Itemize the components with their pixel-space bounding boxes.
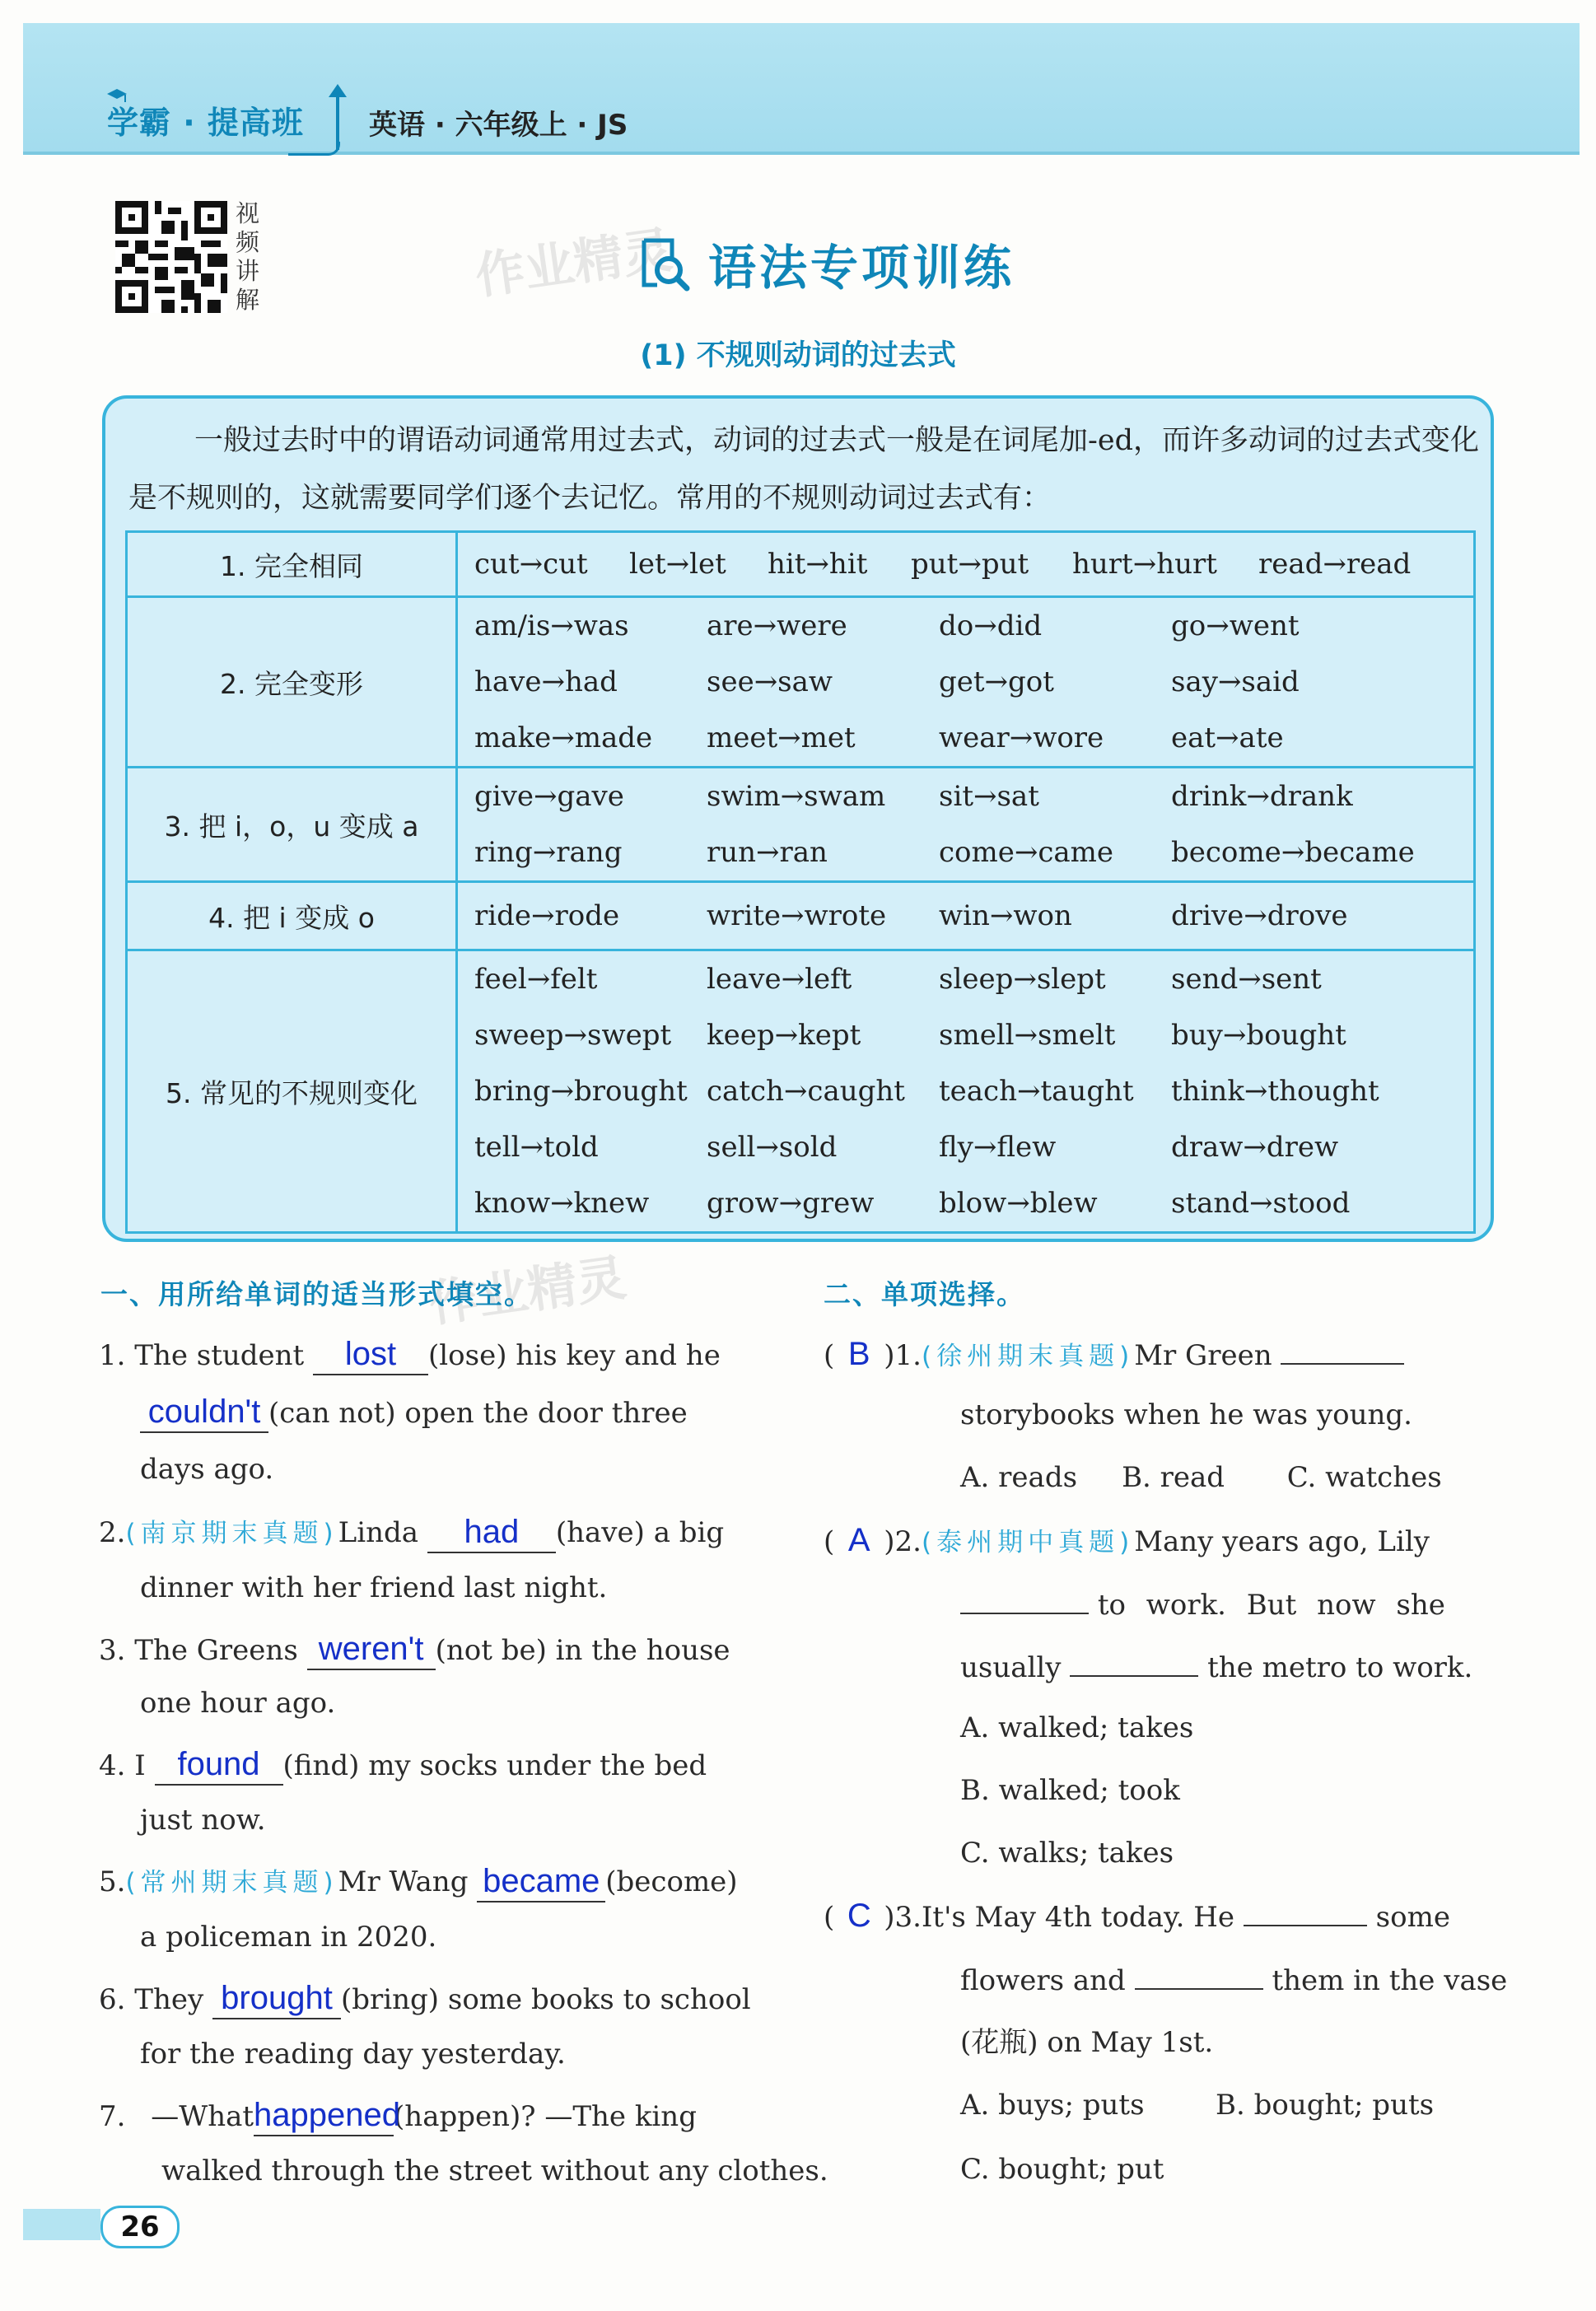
q-num: )2. [884, 1525, 922, 1558]
q-text: usually [960, 1651, 1062, 1684]
verb-pair: say→said [1171, 665, 1300, 698]
table-row [127, 597, 1475, 768]
q-num: 7. [99, 2100, 126, 2133]
verb-pair: get→got [939, 665, 1054, 698]
verb-pair: keep→kept [707, 1019, 861, 1052]
verb-pair: drink→drank [1171, 780, 1353, 813]
verb-pair: sell→sold [707, 1131, 838, 1164]
q1-line2 [140, 1392, 787, 1430]
verb-pair: put→put [911, 548, 1029, 581]
q7-line2: walked through the street without any clothes. [161, 2155, 828, 2187]
verb-pair: do→did [939, 609, 1043, 642]
q-text: flowers and [960, 1964, 1126, 1997]
verb-pair: blow→blew [939, 1187, 1098, 1220]
page-title: 语法专项训练 [708, 240, 1015, 296]
verb-pair: sweep→swept [474, 1019, 672, 1052]
verb-pair: bring→brought [474, 1075, 688, 1108]
verb-pair: write→wrote [707, 899, 887, 932]
verb-pair: win→won [939, 899, 1072, 932]
verb-pair: run→ran [707, 836, 828, 869]
verb-pair: eat→ate [1171, 721, 1284, 754]
q6-line2: for the reading day yesterday. [140, 2038, 566, 2071]
q-text: the metro to work. [1207, 1651, 1473, 1684]
category-cell: 1. 完全相同 [127, 532, 457, 597]
q2-line1 [99, 1512, 787, 1550]
verb-pair: ring→rang [474, 836, 623, 869]
book-subject: 英语 · 六年级上 · JS [369, 109, 628, 142]
mc3-options-ab: A. buys; puts B. bought; puts [960, 2089, 1435, 2122]
verb-pair: tell→told [474, 1131, 599, 1164]
table-row [127, 532, 1475, 597]
magnifier-icon [632, 234, 692, 293]
q6-line1 [99, 1978, 751, 2016]
q-text: (not be) in the house [435, 1634, 730, 1667]
q-num: )1. [884, 1339, 922, 1372]
mc2-option-c: C. walks; takes [960, 1837, 1174, 1870]
words-cell [457, 532, 1475, 597]
category-cell: 4. 把 i 变成 o [127, 882, 457, 950]
verb-pair: buy→bought [1171, 1019, 1346, 1052]
verb-pair: meet→met [707, 721, 856, 754]
q5-line1 [99, 1861, 738, 1899]
answer-field[interactable]: couldn't [140, 1395, 268, 1433]
q5-line2: a policeman in 2020. [140, 1921, 437, 1954]
verb-pair: come→came [939, 836, 1114, 869]
verb-pair: give→gave [474, 780, 624, 813]
irregular-verb-table [125, 530, 1476, 1234]
q4-line2: just now. [140, 1804, 266, 1837]
brand-title: 学霸 · 提高班 [107, 105, 304, 141]
source-label: (泰州期中真题) [921, 1528, 1135, 1557]
q-text: It's May 4th today. He [921, 1901, 1235, 1934]
mc2-option-a: A. walked; takes [960, 1711, 1194, 1744]
verb-pair: see→saw [707, 665, 833, 698]
verb-pair: grow→grew [707, 1187, 875, 1220]
section1-title: 一、用所给单词的适当形式填空。 [100, 1278, 533, 1310]
mc2-line3 [960, 1650, 1472, 1683]
q-text: (have) a big [555, 1516, 725, 1549]
qr-caption: 视频讲解 [236, 199, 260, 314]
verb-pair: send→sent [1171, 963, 1322, 996]
q-text: The Greens [134, 1634, 298, 1667]
q-text: The student [134, 1339, 305, 1372]
verb-pair: know→knew [474, 1187, 650, 1220]
answer-field[interactable]: happened [254, 2099, 394, 2136]
verb-pair: sit→sat [939, 780, 1039, 813]
q-num: 2. [99, 1516, 126, 1549]
verb-pair: become→became [1171, 836, 1415, 869]
q-text: (bring) some books to school [340, 1983, 751, 2016]
mc3-line3: (花瓶) on May 1st. [960, 2026, 1214, 2059]
blank-line [1135, 1963, 1263, 1990]
q-text: Mr Wang [338, 1865, 469, 1898]
mc2-line2 [960, 1588, 1504, 1621]
source-label: (南京期末真题) [125, 1519, 338, 1548]
answer-field[interactable]: became [477, 1865, 605, 1902]
answer-field[interactable]: lost [313, 1338, 428, 1375]
verb-pair: hit→hit [768, 548, 868, 581]
q4-line1 [99, 1744, 707, 1782]
verb-pair: wear→wore [939, 721, 1104, 754]
verb-pair: go→went [1171, 609, 1300, 642]
mc1-line2: storybooks when he was young. [960, 1398, 1412, 1431]
verb-pair: hurt→hurt [1072, 548, 1217, 581]
watermark: 作业精灵 [471, 221, 676, 306]
blank-line [1244, 1900, 1367, 1926]
q-text: to work. But now she [1097, 1589, 1445, 1622]
table-row [127, 768, 1475, 882]
verb-pair: stand→stood [1171, 1187, 1351, 1220]
q-text: (become) [605, 1865, 738, 1898]
q-text: —What [151, 2100, 254, 2133]
mc2-option-b: B. walked; took [960, 1774, 1180, 1807]
blank-line [1281, 1338, 1404, 1365]
q-num: 3. [99, 1634, 126, 1667]
mc3-line1: ( C )3.It's May 4th today. He some [824, 1898, 1450, 1934]
q-num: 5. [99, 1865, 126, 1898]
verb-pair: smell→smelt [939, 1019, 1116, 1052]
answer-choice[interactable]: A [847, 1522, 870, 1558]
answer-choice[interactable]: C [847, 1898, 871, 1934]
verb-pair: draw→drew [1171, 1131, 1339, 1164]
verb-pair: catch→caught [707, 1075, 905, 1108]
mc3-option-c: C. bought; put [960, 2153, 1164, 2186]
category-cell: 3. 把 i，o，u 变成 a [127, 768, 457, 882]
blank-line [960, 1588, 1089, 1614]
verb-pair: cut→cut [474, 548, 588, 581]
q-text: They [134, 1983, 204, 2016]
verb-pair: ride→rode [474, 899, 620, 932]
verb-pair: swim→swam [707, 780, 886, 813]
q-text: Linda [338, 1516, 419, 1549]
qr-code-icon[interactable] [115, 201, 227, 313]
q-text: Mr Green [1134, 1339, 1272, 1372]
q-text: (lose) his key and he [428, 1339, 721, 1372]
verb-pair: feel→felt [474, 963, 598, 996]
q-text: Many years ago, Lily [1134, 1525, 1430, 1558]
q-text: I [134, 1749, 146, 1782]
table-row [127, 950, 1475, 1233]
verb-pair: am/is→was [474, 609, 629, 642]
category-cell: 5. 常见的不规则变化 [127, 950, 457, 1233]
q-num: 6. [99, 1983, 126, 2016]
words-cell [457, 882, 1475, 950]
verb-pair: teach→taught [939, 1075, 1134, 1108]
answer-choice[interactable]: B [847, 1336, 870, 1372]
category-cell: 2. 完全变形 [127, 597, 457, 768]
source-label: (徐州期末真题) [921, 1342, 1135, 1371]
section2-title: 二、单项选择。 [824, 1278, 1025, 1310]
q-num: 4. [99, 1749, 126, 1782]
table-row [127, 882, 1475, 950]
verb-pair: make→made [474, 721, 653, 754]
mc1-line1: ( B )1.(徐州期末真题)Mr Green [824, 1338, 1404, 1370]
answer-field[interactable]: weren't [307, 1632, 436, 1670]
verb-pair: think→thought [1171, 1075, 1379, 1108]
q1-line1 [99, 1334, 787, 1372]
verb-pair: are→were [707, 609, 847, 642]
q-num: 1. [99, 1339, 126, 1372]
verb-pair: sleep→slept [939, 963, 1106, 996]
verb-pair: let→let [629, 548, 726, 581]
words-cell [457, 950, 1475, 1233]
verb-pair: drive→drove [1171, 899, 1348, 932]
arrow-curve-decoration [288, 142, 340, 156]
watermark: 作业精灵 [425, 1249, 630, 1334]
q3-line1 [99, 1629, 730, 1667]
section-subtitle: (1) 不规则动词的过去式 [640, 339, 956, 372]
verb-pair: read→read [1258, 548, 1412, 581]
q-text: (find) my socks under the bed [282, 1749, 707, 1782]
q-text: some [1375, 1901, 1450, 1934]
page-number-tab [23, 2209, 100, 2240]
q3-line2: one hour ago. [140, 1687, 336, 1720]
q7-line1 [99, 2095, 787, 2133]
q-text: (happen)? —The king [394, 2100, 697, 2133]
q1-line3: days ago. [140, 1453, 274, 1486]
q-text: (can not) open the door three [268, 1397, 688, 1430]
source-label: (常州期末真题) [125, 1868, 338, 1898]
verb-pair: leave→left [707, 963, 852, 996]
mc3-line2 [960, 1963, 1507, 1996]
page-number: 26 [100, 2206, 180, 2248]
answer-field[interactable]: brought [212, 1982, 341, 2019]
mc1-options: A. reads B. read C. watches [960, 1461, 1442, 1494]
verb-pair: fly→flew [939, 1131, 1057, 1164]
answer-field[interactable]: had [427, 1515, 556, 1553]
verb-pair: have→had [474, 665, 618, 698]
intro-paragraph: 一般过去时中的谓语动词通常用过去式，动词的过去式一般是在词尾加-ed，而许多动词的过去式变化是不规则的，这就需要同学们逐个去记忆。常用的不规则动词过去式有： [128, 424, 1479, 515]
blank-line [1070, 1650, 1198, 1677]
words-cell [457, 768, 1475, 882]
q-num: )3. [884, 1901, 922, 1934]
mc2-line1: ( A )2.(泰州期中真题)Many years ago, Lily [824, 1522, 1430, 1558]
words-cell [457, 597, 1475, 768]
answer-field[interactable]: found [155, 1748, 283, 1786]
q2-line2: dinner with her friend last night. [140, 1571, 608, 1604]
q-text: them in the vase [1272, 1964, 1508, 1997]
